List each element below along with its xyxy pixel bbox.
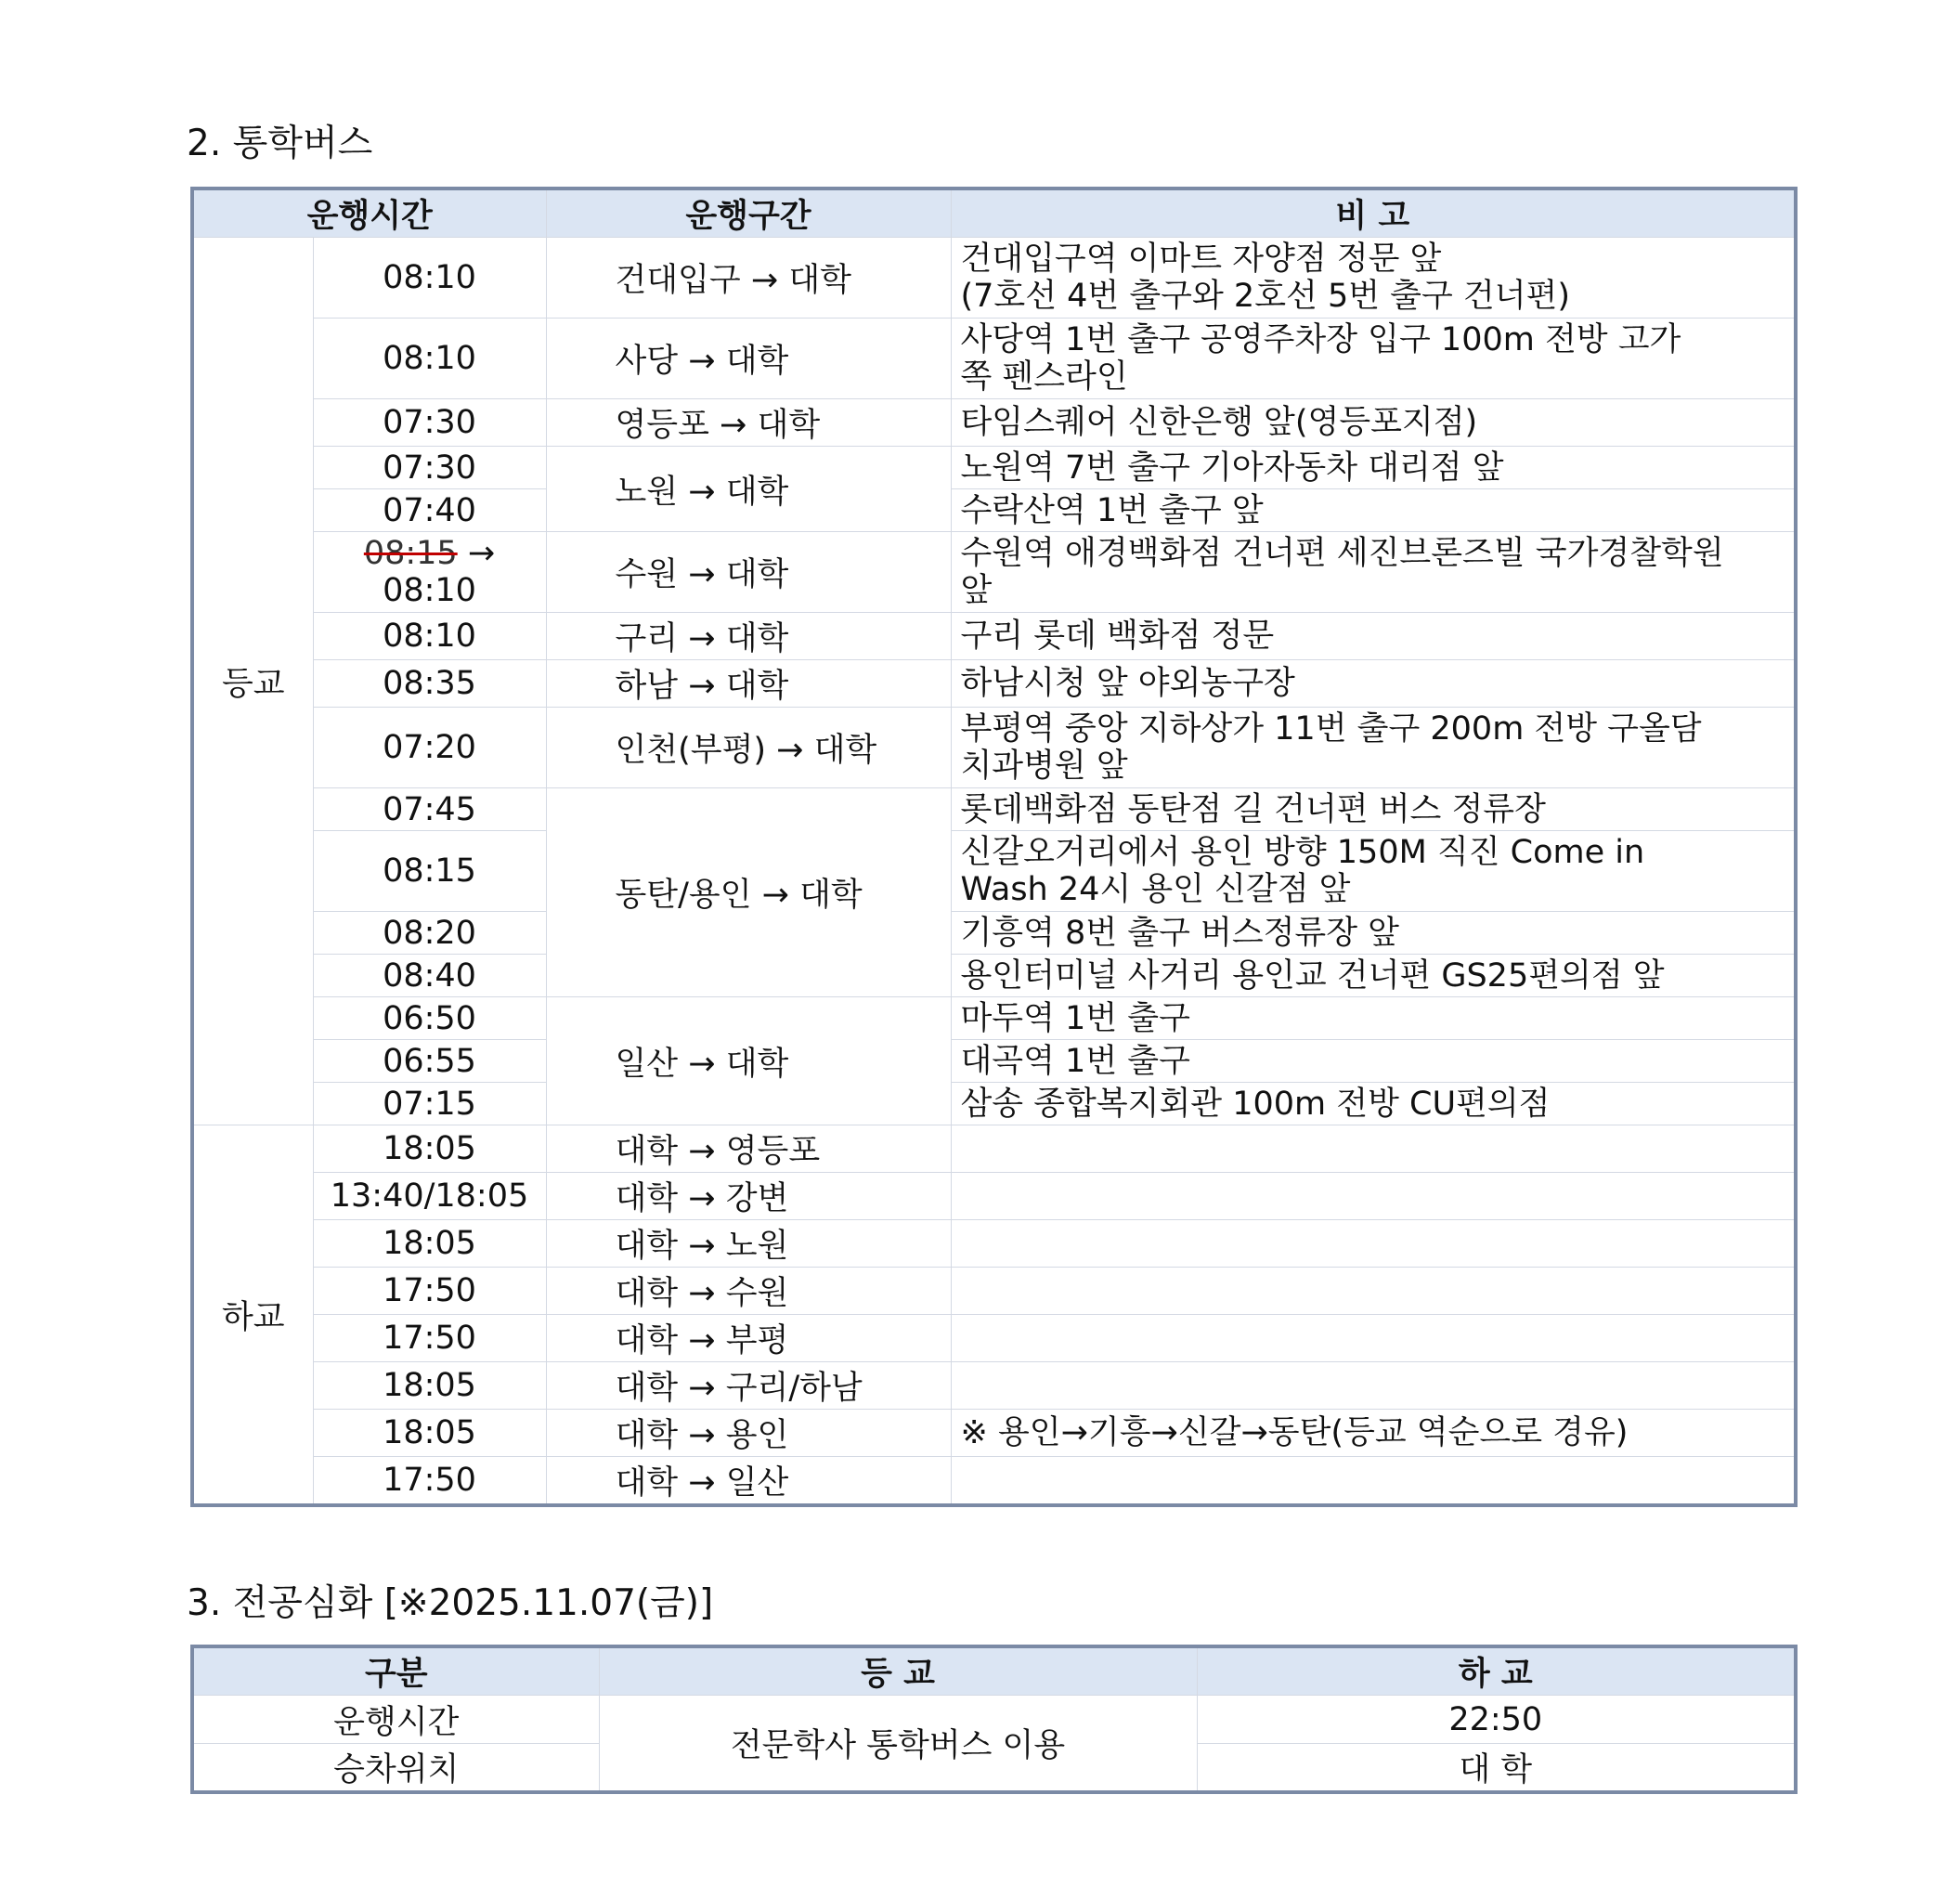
table-row: [192, 997, 1796, 1040]
header-time: 운행시간: [192, 189, 546, 238]
table-row: [192, 1125, 1796, 1173]
header-note: 비 고: [951, 189, 1796, 238]
new-time: → 08:10: [383, 535, 496, 609]
time-cell: 08:10: [313, 319, 546, 399]
note-cell: 신갈오거리에서 용인 방향 150M 직진 Come in Wash 24시 용인 신갈점 앞: [951, 831, 1796, 912]
note-cell: 구리 롯데 백화점 정문: [951, 613, 1796, 660]
route-cell: 인천(부평) → 대학: [546, 708, 951, 788]
morning-label: 등교: [192, 238, 313, 1125]
table-row: [192, 399, 1796, 447]
table-row: [192, 447, 1796, 489]
header-departure: 하 교: [1197, 1646, 1796, 1696]
note-cell: [951, 1457, 1796, 1506]
route-cell: 하남 → 대학: [546, 660, 951, 708]
route-cell: 대학 → 수원: [546, 1268, 951, 1315]
route-cell: 대학 → 용인: [546, 1410, 951, 1457]
table-row: [192, 238, 1796, 319]
table-row: [192, 1040, 1796, 1083]
time-cell: 07:30: [313, 447, 546, 489]
table-row: [192, 708, 1796, 788]
table-row: [192, 1220, 1796, 1268]
note-cell: [951, 1125, 1796, 1173]
time-cell: 18:05: [313, 1362, 546, 1410]
header-route: 운행구간: [546, 189, 951, 238]
advanced-course-table: [190, 1645, 1798, 1794]
table-header-row: [192, 1646, 1796, 1696]
route-cell: 수원 → 대학: [546, 532, 951, 613]
time-cell: 08:10: [313, 613, 546, 660]
table-row: [192, 788, 1796, 831]
header-arrival: 등 교: [599, 1646, 1197, 1696]
note-cell: 마두역 1번 출구: [951, 997, 1796, 1040]
time-cell: 08:15: [313, 831, 546, 912]
header-category: 구분: [192, 1646, 599, 1696]
table-row: [192, 319, 1796, 399]
note-cell: 삼송 종합복지회관 100m 전방 CU편의점: [951, 1083, 1796, 1125]
time-cell: 18:05: [313, 1125, 546, 1173]
note-cell: 용인터미널 사거리 용인교 건너편 GS25편의점 앞: [951, 955, 1796, 997]
time-cell: 08:10: [313, 238, 546, 319]
route-cell: 대학 → 일산: [546, 1457, 951, 1506]
table-row: [192, 532, 1796, 613]
time-cell: 06:55: [313, 1040, 546, 1083]
time-cell: 07:45: [313, 788, 546, 831]
time-cell: 07:15: [313, 1083, 546, 1125]
route-cell: 건대입구 → 대학: [546, 238, 951, 319]
departure-place-cell: 대 학: [1197, 1744, 1796, 1793]
table-row: [192, 831, 1796, 912]
arrival-cell: 전문학사 통학버스 이용: [599, 1696, 1197, 1793]
time-cell: 08:20: [313, 912, 546, 955]
note-cell: [951, 1220, 1796, 1268]
note-cell: 기흥역 8번 출구 버스정류장 앞: [951, 912, 1796, 955]
note-cell: [951, 1173, 1796, 1220]
table-header-row: [192, 189, 1796, 238]
route-cell: 구리 → 대학: [546, 613, 951, 660]
section-3-title: 3. 전공심화 [※2025.11.07(금)]: [187, 1582, 714, 1624]
note-cell: [951, 1268, 1796, 1315]
time-cell-changed: [313, 532, 546, 613]
note-cell: [951, 1362, 1796, 1410]
shuttle-bus-table: [190, 187, 1798, 1507]
table-row: [192, 1362, 1796, 1410]
time-cell: 18:05: [313, 1410, 546, 1457]
evening-label: 하교: [192, 1125, 313, 1506]
table-row: [192, 1410, 1796, 1457]
table-row: [192, 1315, 1796, 1362]
note-cell: 건대입구역 이마트 자양점 정문 앞 (7호선 4번 출구와 2호선 5번 출구 건너편): [951, 238, 1796, 319]
table-row: [192, 613, 1796, 660]
table-row: [192, 1173, 1796, 1220]
time-cell: 07:20: [313, 708, 546, 788]
note-cell: [951, 1315, 1796, 1362]
table-row: [192, 1268, 1796, 1315]
note-cell: 수락산역 1번 출구 앞: [951, 489, 1796, 532]
note-cell: 하남시청 앞 야외농구장: [951, 660, 1796, 708]
note-cell: 대곡역 1번 출구: [951, 1040, 1796, 1083]
route-cell: 사당 → 대학: [546, 319, 951, 399]
note-cell: 사당역 1번 출구 공영주차장 입구 100m 전방 고가 쪽 펜스라인: [951, 319, 1796, 399]
time-cell: 07:40: [313, 489, 546, 532]
note-cell: 수원역 애경백화점 건너편 세진브론즈빌 국가경찰학원 앞: [951, 532, 1796, 613]
row-label-place: 승차위치: [192, 1744, 599, 1793]
note-cell: 롯데백화점 동탄점 길 건너편 버스 정류장: [951, 788, 1796, 831]
route-cell: 대학 → 강변: [546, 1173, 951, 1220]
time-cell: 06:50: [313, 997, 546, 1040]
old-time: 08:15: [363, 535, 458, 572]
time-cell: 17:50: [313, 1315, 546, 1362]
section-2-title: 2. 통학버스: [187, 123, 373, 164]
route-cell: 일산 → 대학: [546, 997, 951, 1125]
note-cell: 부평역 중앙 지하상가 11번 출구 200m 전방 구올담 치과병원 앞: [951, 708, 1796, 788]
route-cell: 노원 → 대학: [546, 447, 951, 532]
route-cell: 대학 → 영등포: [546, 1125, 951, 1173]
route-cell: 대학 → 부평: [546, 1315, 951, 1362]
route-cell: 영등포 → 대학: [546, 399, 951, 447]
table-row: [192, 489, 1796, 532]
time-cell: 17:50: [313, 1457, 546, 1506]
route-cell: 대학 → 구리/하남: [546, 1362, 951, 1410]
row-label-time: 운행시간: [192, 1696, 599, 1744]
table-row: [192, 660, 1796, 708]
table-row: [192, 1696, 1796, 1744]
route-cell: 동탄/용인 → 대학: [546, 788, 951, 997]
time-cell: 08:40: [313, 955, 546, 997]
time-cell: 17:50: [313, 1268, 546, 1315]
time-cell: 08:35: [313, 660, 546, 708]
departure-time-cell: 22:50: [1197, 1696, 1796, 1744]
note-cell: ※ 용인→기흥→신갈→동탄(등교 역순으로 경유): [951, 1410, 1796, 1457]
table-row: [192, 1457, 1796, 1506]
table-row: [192, 955, 1796, 997]
time-cell: 18:05: [313, 1220, 546, 1268]
table-row: [192, 1083, 1796, 1125]
note-cell: 노원역 7번 출구 기아자동차 대리점 앞: [951, 447, 1796, 489]
time-cell: 07:30: [313, 399, 546, 447]
route-cell: 대학 → 노원: [546, 1220, 951, 1268]
note-cell: 타임스퀘어 신한은행 앞(영등포지점): [951, 399, 1796, 447]
table-row: [192, 912, 1796, 955]
time-cell: 13:40/18:05: [313, 1173, 546, 1220]
